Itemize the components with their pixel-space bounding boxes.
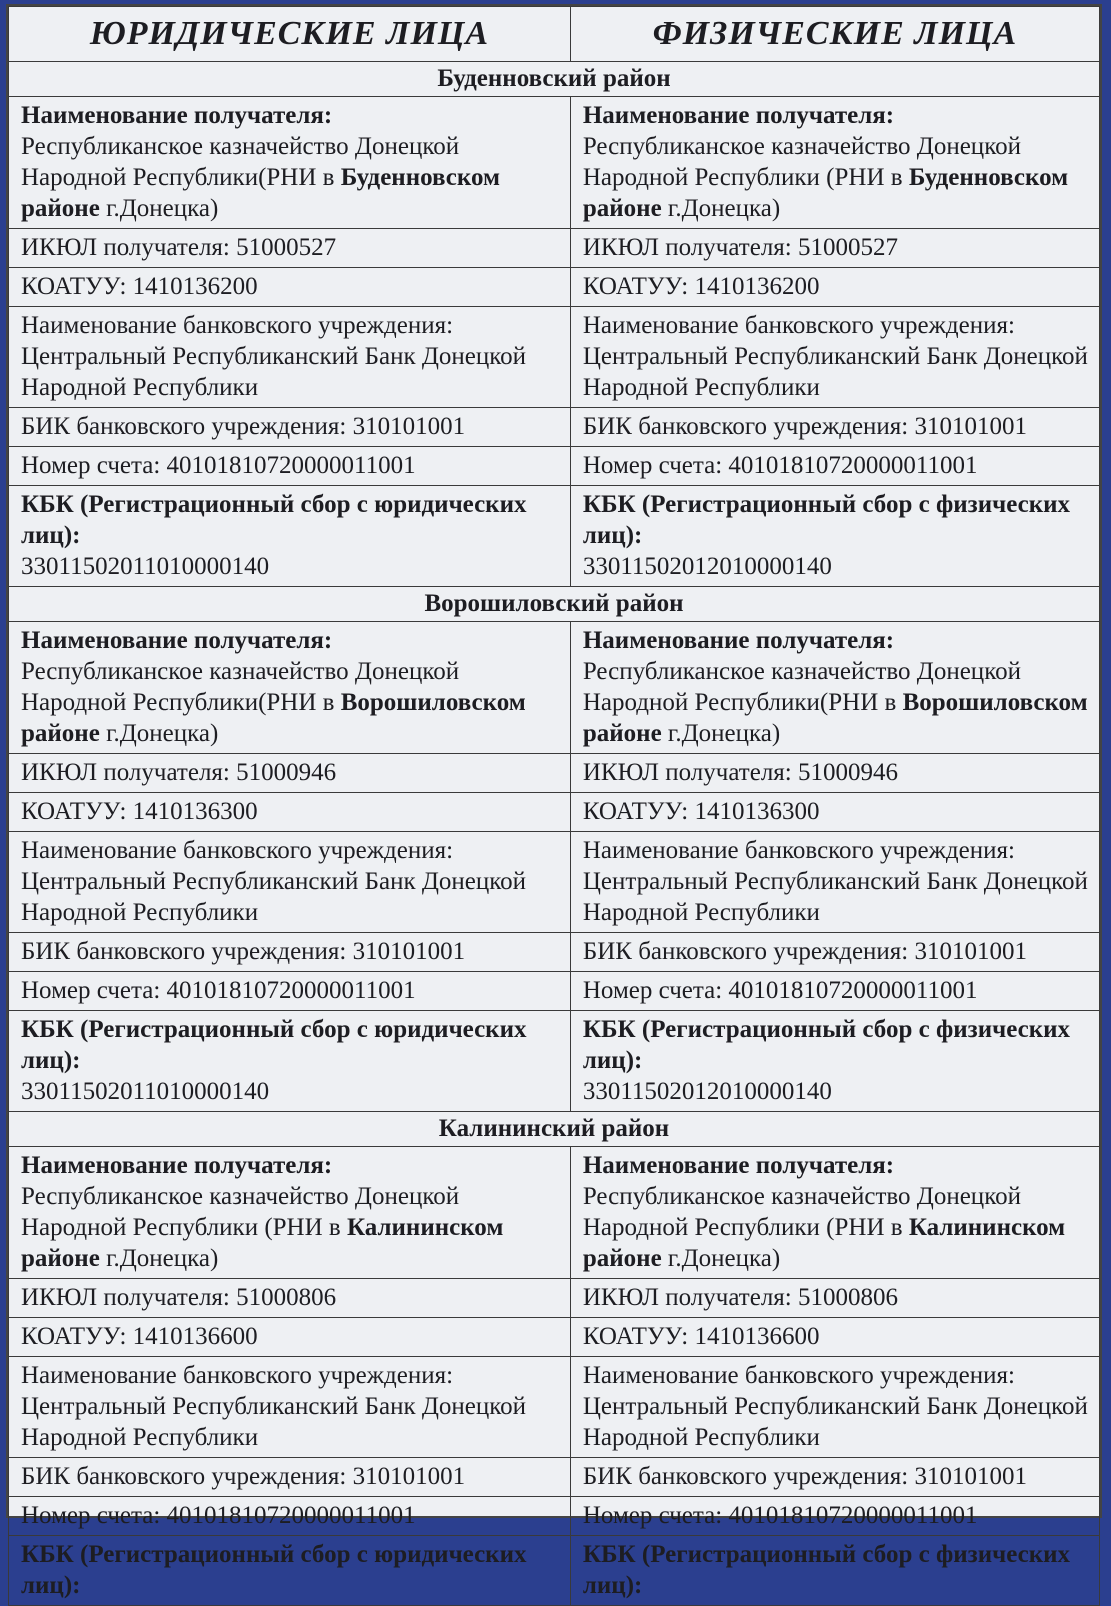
recipient-city: г.Донецка) — [661, 195, 781, 222]
recipient-name: Республиканское казначейство Донецкой Народной Республики(РНИ в — [21, 133, 460, 191]
recipient-city: г.Донецка) — [99, 1245, 219, 1272]
bank-name: Наименование банковского учреждения: Центральный Республиканский Банк Донецкой Народной Республики — [582, 1362, 1088, 1451]
account-row-individual-cell — [570, 1497, 1099, 1536]
district-name: Калининский район — [9, 1112, 1100, 1147]
bank-row-individual-cell — [570, 307, 1099, 408]
koatuu-value: КОАТУУ: 1410136600 — [582, 1323, 820, 1350]
bank-name: Наименование банковского учреждения: Центральный Республиканский Банк Донецкой Народной Республики — [582, 837, 1088, 926]
recipient-label: Наименование получателя: — [582, 102, 895, 129]
koatuu-row-legal-cell — [9, 268, 571, 307]
account-row-individual-cell — [570, 972, 1099, 1011]
recipient-city: г.Донецка) — [99, 195, 219, 222]
koatuu-row-individual-cell — [570, 268, 1099, 307]
bank-row-individual-cell — [570, 1357, 1099, 1458]
recipient-city: г.Донецка) — [99, 720, 219, 747]
koatuu-value: КОАТУУ: 1410136200 — [582, 273, 820, 300]
recipient-row — [9, 97, 1100, 229]
bik-row-legal-cell — [9, 1458, 571, 1497]
koatuu-row-individual-cell — [570, 793, 1099, 832]
ikul-row-individual-cell — [570, 229, 1099, 268]
bik-row-individual-cell — [570, 1458, 1099, 1497]
kbk-label: КБК (Регистрационный сбор с юридических лиц): — [21, 491, 527, 549]
bik-value: БИК банковского учреждения: 310101001 — [582, 1463, 1027, 1490]
account-number: Номер счета: 40101810720000011001 — [582, 977, 978, 1004]
kbk-value: 33011502012010000140 — [582, 1078, 832, 1105]
header-legal-entities: ЮРИДИЧЕСКИЕ ЛИЦА — [9, 7, 571, 62]
bik-value: БИК банковского учреждения: 310101001 — [21, 413, 466, 440]
bank-row-legal-cell — [9, 832, 571, 933]
koatuu-row — [9, 268, 1100, 307]
ikul-row — [9, 229, 1100, 268]
koatuu-row-individual-cell — [570, 1318, 1099, 1357]
recipient-district: Калининском районе — [21, 1214, 504, 1272]
recipient-city: г.Донецка) — [661, 720, 781, 747]
bik-value: БИК банковского учреждения: 310101001 — [582, 938, 1027, 965]
ikul-value: ИКЮЛ получателя: 51000946 — [582, 759, 898, 786]
bank-row-legal-cell — [9, 307, 571, 408]
ikul-row-individual-cell — [570, 754, 1099, 793]
kbk-row-legal-cell — [9, 486, 571, 587]
account-number: Номер счета: 40101810720000011001 — [21, 1502, 416, 1529]
account-row-legal-cell — [9, 1497, 571, 1536]
bank-row-legal-cell — [9, 1357, 571, 1458]
recipient-name: Республиканское казначейство Донецкой Народной Республики(РНИ в — [582, 658, 1021, 716]
recipient-district: Калининском районе — [582, 1214, 1066, 1272]
bik-value: БИК банковского учреждения: 310101001 — [21, 1463, 466, 1490]
kbk-row — [9, 1011, 1100, 1112]
recipient-name: Республиканское казначейство Донецкой Народной Республики (РНИ в — [21, 1183, 460, 1241]
account-row-legal-cell — [9, 447, 571, 486]
recipient-row-legal-cell — [9, 622, 571, 754]
koatuu-row-legal-cell — [9, 793, 571, 832]
kbk-value: 33011502012010000140 — [582, 553, 832, 580]
recipient-label: Наименование получателя: — [21, 102, 333, 129]
kbk-row — [9, 1536, 1100, 1606]
koatuu-value: КОАТУУ: 1410136600 — [21, 1323, 258, 1350]
ikul-row — [9, 1279, 1100, 1318]
bik-row-individual-cell — [570, 933, 1099, 972]
bank-name: Наименование банковского учреждения: Центральный Республиканский Банк Донецкой Народной Республики — [582, 312, 1088, 401]
kbk-row-individual-cell — [570, 1536, 1099, 1606]
ikul-value: ИКЮЛ получателя: 51000806 — [582, 1284, 898, 1311]
bank-row — [9, 307, 1100, 408]
kbk-label: КБК (Регистрационный сбор с юридических лиц): — [21, 1541, 527, 1599]
ikul-row-legal-cell — [9, 1279, 571, 1318]
bik-row — [9, 408, 1100, 447]
header-individuals: ФИЗИЧЕСКИЕ ЛИЦА — [570, 7, 1099, 62]
account-row — [9, 972, 1100, 1011]
kbk-row-individual-cell — [570, 486, 1099, 587]
recipient-row-legal-cell — [9, 97, 571, 229]
bank-row — [9, 832, 1100, 933]
column-header-row — [9, 7, 1100, 62]
bik-value: БИК банковского учреждения: 310101001 — [582, 413, 1027, 440]
kbk-label: КБК (Регистрационный сбор с физических лиц): — [582, 491, 1071, 549]
bank-name: Наименование банковского учреждения: Центральный Республиканский Банк Донецкой Народной Республики — [21, 837, 527, 926]
account-number: Номер счета: 40101810720000011001 — [582, 1502, 978, 1529]
ikul-value: ИКЮЛ получателя: 51000946 — [21, 759, 337, 786]
kbk-label: КБК (Регистрационный сбор с физических лиц): — [582, 1541, 1071, 1599]
kbk-row — [9, 486, 1100, 587]
koatuu-row — [9, 1318, 1100, 1357]
district-header-row — [9, 1112, 1100, 1147]
account-number: Номер счета: 40101810720000011001 — [21, 452, 416, 479]
bik-value: БИК банковского учреждения: 310101001 — [21, 938, 466, 965]
ikul-value: ИКЮЛ получателя: 51000527 — [582, 234, 898, 261]
koatuu-value: КОАТУУ: 1410136300 — [21, 798, 258, 825]
recipient-name: Республиканское казначейство Донецкой Народной Республики (РНИ в — [582, 133, 1021, 191]
kbk-row-legal-cell — [9, 1011, 571, 1112]
recipient-name: Республиканское казначейство Донецкой Народной Республики(РНИ в — [21, 658, 460, 716]
account-row-individual-cell — [570, 447, 1099, 486]
account-number: Номер счета: 40101810720000011001 — [582, 452, 978, 479]
district-name: Буденновский район — [9, 62, 1100, 97]
recipient-district: Ворошиловском районе — [582, 689, 1088, 747]
bank-name: Наименование банковского учреждения: Центральный Республиканский Банк Донецкой Народной Республики — [21, 312, 527, 401]
ikul-row-legal-cell — [9, 229, 571, 268]
ikul-row — [9, 754, 1100, 793]
recipient-row-individual-cell — [570, 622, 1099, 754]
account-row-legal-cell — [9, 972, 571, 1011]
recipient-row-individual-cell — [570, 1147, 1099, 1279]
ikul-row-individual-cell — [570, 1279, 1099, 1318]
kbk-row-individual-cell — [570, 1011, 1099, 1112]
bank-row-individual-cell — [570, 832, 1099, 933]
account-number: Номер счета: 40101810720000011001 — [21, 977, 416, 1004]
recipient-city: г.Донецка) — [661, 1245, 781, 1272]
district-header-row — [9, 587, 1100, 622]
payment-details-sheet — [6, 4, 1102, 1599]
bank-row — [9, 1357, 1100, 1458]
koatuu-value: КОАТУУ: 1410136200 — [21, 273, 258, 300]
payment-details-table — [8, 6, 1100, 1606]
kbk-value: 33011502011010000140 — [21, 1078, 270, 1105]
ikul-value: ИКЮЛ получателя: 51000527 — [21, 234, 337, 261]
district-name: Ворошиловский район — [9, 587, 1100, 622]
recipient-label: Наименование получателя: — [582, 1152, 895, 1179]
recipient-row-individual-cell — [570, 97, 1099, 229]
account-row — [9, 1497, 1100, 1536]
recipient-label: Наименование получателя: — [21, 627, 333, 654]
kbk-value: 33011502011010000140 — [21, 553, 270, 580]
koatuu-row — [9, 793, 1100, 832]
recipient-district: Ворошиловском районе — [21, 689, 526, 747]
bik-row-legal-cell — [9, 933, 571, 972]
recipient-label: Наименование получателя: — [582, 627, 895, 654]
ikul-row-legal-cell — [9, 754, 571, 793]
kbk-row-legal-cell — [9, 1536, 571, 1606]
ikul-value: ИКЮЛ получателя: 51000806 — [21, 1284, 337, 1311]
kbk-label: КБК (Регистрационный сбор с юридических лиц): — [21, 1016, 527, 1074]
bik-row — [9, 933, 1100, 972]
recipient-district: Буденновском районе — [21, 164, 501, 222]
bik-row — [9, 1458, 1100, 1497]
koatuu-row-legal-cell — [9, 1318, 571, 1357]
bik-row-legal-cell — [9, 408, 571, 447]
account-row — [9, 447, 1100, 486]
koatuu-value: КОАТУУ: 1410136300 — [582, 798, 820, 825]
bank-name: Наименование банковского учреждения: Центральный Республиканский Банк Донецкой Народной Республики — [21, 1362, 527, 1451]
kbk-label: КБК (Регистрационный сбор с физических лиц): — [582, 1016, 1071, 1074]
recipient-row — [9, 1147, 1100, 1279]
bik-row-individual-cell — [570, 408, 1099, 447]
recipient-label: Наименование получателя: — [21, 1152, 333, 1179]
recipient-row-legal-cell — [9, 1147, 571, 1279]
recipient-row — [9, 622, 1100, 754]
district-header-row — [9, 62, 1100, 97]
recipient-name: Республиканское казначейство Донецкой Народной Республики (РНИ в — [582, 1183, 1021, 1241]
recipient-district: Буденновском районе — [582, 164, 1069, 222]
